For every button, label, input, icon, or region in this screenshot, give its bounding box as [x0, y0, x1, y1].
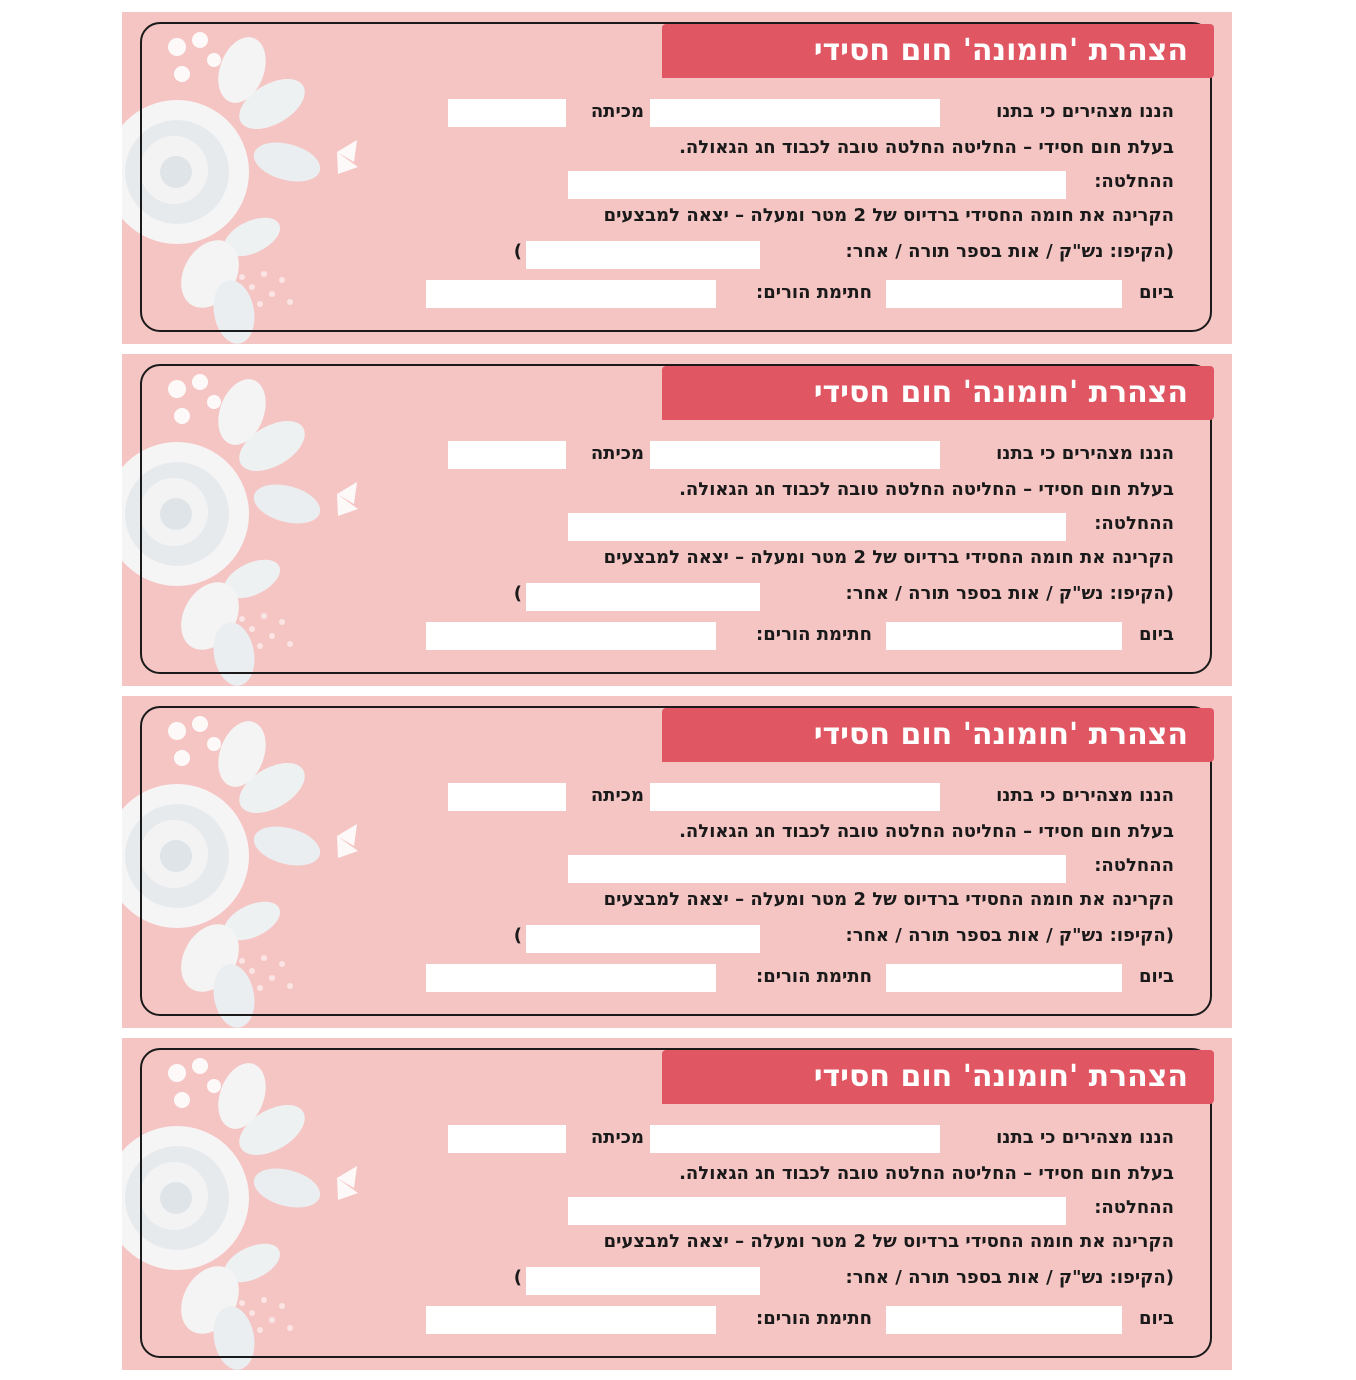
campaign-text: הקרינה את חומה החסידי ברדיוס של 2 מטר ומעלה – יצאה למבצעים — [603, 205, 1174, 226]
class-label: מכיתה — [590, 101, 644, 122]
day-label: ביום — [1139, 624, 1174, 645]
card-title: הצהרת 'חומונה' חום חסידי — [662, 708, 1214, 762]
decision-field[interactable] — [568, 1197, 1066, 1225]
card-title: הצהרת 'חומונה' חום חסידי — [662, 366, 1214, 420]
close-paren-text: ) — [513, 583, 522, 604]
declaration-intro-text: הננו מצהירים כי בתנו — [996, 1127, 1174, 1148]
resolution-intro-text: בעלת חום חסידי – החליטה החלטה טובה לכבוד חג הגאולה. — [679, 479, 1174, 500]
campaign-text: הקרינה את חומה החסידי ברדיוס של 2 מטר ומעלה – יצאה למבצעים — [603, 1231, 1174, 1252]
campaign-text: הקרינה את חומה החסידי ברדיוס של 2 מטר ומעלה – יצאה למבצעים — [603, 547, 1174, 568]
decision-label: ההחלטה: — [1094, 1197, 1174, 1218]
parents-signature-field[interactable] — [426, 280, 716, 308]
class-field[interactable] — [448, 783, 566, 811]
declaration-intro-text: הננו מצהירים כי בתנו — [996, 101, 1174, 122]
declaration-card — [122, 1038, 1232, 1370]
class-field[interactable] — [448, 441, 566, 469]
circle-options-text: (הקיפו: נש"ק / אות בספר תורה / אחר: — [845, 925, 1174, 946]
parents-signature-label: חתימת הורים: — [756, 1308, 872, 1329]
declaration-card — [122, 12, 1232, 344]
class-field[interactable] — [448, 99, 566, 127]
class-label: מכיתה — [590, 785, 644, 806]
circle-options-text: (הקיפו: נש"ק / אות בספר תורה / אחר: — [845, 241, 1174, 262]
decision-label: ההחלטה: — [1094, 513, 1174, 534]
day-field[interactable] — [886, 280, 1122, 308]
parents-signature-field[interactable] — [426, 1306, 716, 1334]
decision-field[interactable] — [568, 171, 1066, 199]
day-field[interactable] — [886, 622, 1122, 650]
daughter-name-field[interactable] — [650, 441, 940, 469]
daughter-name-field[interactable] — [650, 783, 940, 811]
decision-label: ההחלטה: — [1094, 171, 1174, 192]
daughter-name-field[interactable] — [650, 99, 940, 127]
parents-signature-label: חתימת הורים: — [756, 966, 872, 987]
decision-label: ההחלטה: — [1094, 855, 1174, 876]
card-title: הצהרת 'חומונה' חום חסידי — [662, 24, 1214, 78]
resolution-intro-text: בעלת חום חסידי – החליטה החלטה טובה לכבוד חג הגאולה. — [679, 821, 1174, 842]
parents-signature-field[interactable] — [426, 622, 716, 650]
other-field[interactable] — [526, 241, 760, 269]
day-field[interactable] — [886, 1306, 1122, 1334]
parents-signature-field[interactable] — [426, 964, 716, 992]
close-paren-text: ) — [513, 925, 522, 946]
declaration-card — [122, 696, 1232, 1028]
close-paren-text: ) — [513, 1267, 522, 1288]
resolution-intro-text: בעלת חום חסידי – החליטה החלטה טובה לכבוד חג הגאולה. — [679, 137, 1174, 158]
declaration-intro-text: הננו מצהירים כי בתנו — [996, 443, 1174, 464]
day-label: ביום — [1139, 282, 1174, 303]
other-field[interactable] — [526, 1267, 760, 1295]
circle-options-text: (הקיפו: נש"ק / אות בספר תורה / אחר: — [845, 583, 1174, 604]
declaration-intro-text: הננו מצהירים כי בתנו — [996, 785, 1174, 806]
daughter-name-field[interactable] — [650, 1125, 940, 1153]
class-field[interactable] — [448, 1125, 566, 1153]
campaign-text: הקרינה את חומה החסידי ברדיוס של 2 מטר ומעלה – יצאה למבצעים — [603, 889, 1174, 910]
resolution-intro-text: בעלת חום חסידי – החליטה החלטה טובה לכבוד חג הגאולה. — [679, 1163, 1174, 1184]
day-label: ביום — [1139, 1308, 1174, 1329]
declaration-card — [122, 354, 1232, 686]
circle-options-text: (הקיפו: נש"ק / אות בספר תורה / אחר: — [845, 1267, 1174, 1288]
parents-signature-label: חתימת הורים: — [756, 282, 872, 303]
parents-signature-label: חתימת הורים: — [756, 624, 872, 645]
decision-field[interactable] — [568, 855, 1066, 883]
close-paren-text: ) — [513, 241, 522, 262]
other-field[interactable] — [526, 583, 760, 611]
day-label: ביום — [1139, 966, 1174, 987]
card-title: הצהרת 'חומונה' חום חסידי — [662, 1050, 1214, 1104]
decision-field[interactable] — [568, 513, 1066, 541]
class-label: מכיתה — [590, 1127, 644, 1148]
day-field[interactable] — [886, 964, 1122, 992]
class-label: מכיתה — [590, 443, 644, 464]
other-field[interactable] — [526, 925, 760, 953]
